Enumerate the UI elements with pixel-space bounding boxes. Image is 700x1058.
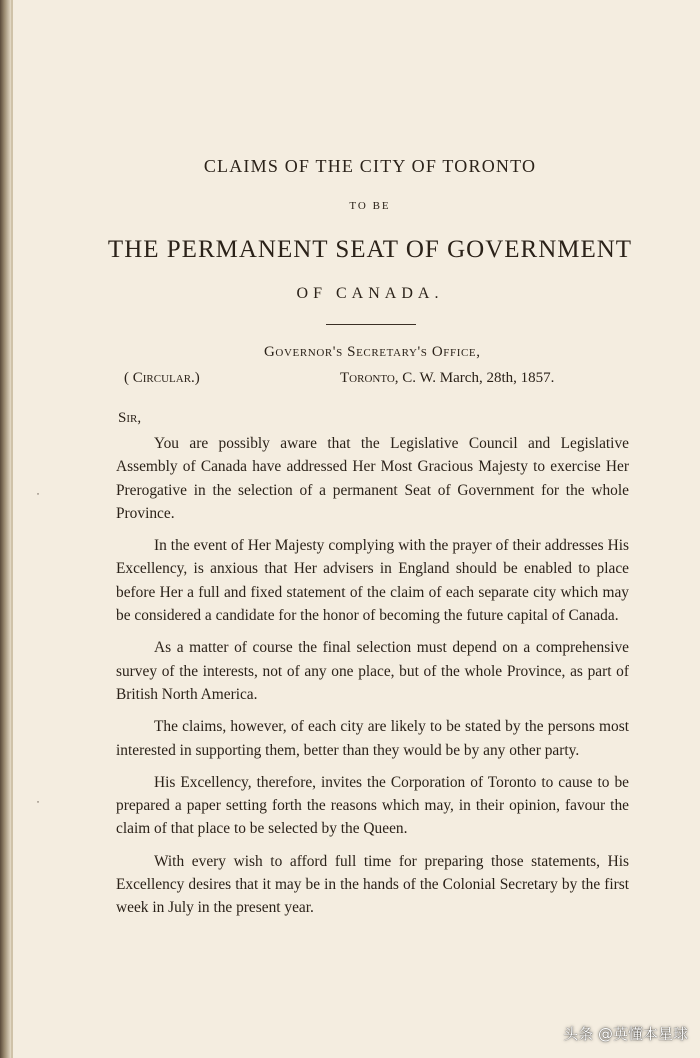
margin-speck: ˙: [36, 490, 40, 504]
paragraph: With every wish to afford full time for preparing those statements, His Excellency desires that it may be in the hands of the Colonial Secretary by the first week in July in the present year.: [116, 852, 629, 917]
dateline-place: Toronto: [340, 370, 395, 386]
paragraph: His Excellency, therefore, invites the Corporation of Toronto to cause to be prepared a paper setting forth the reasons which may, in their opinion, favour the claim of that place to be selected by the Queen.: [116, 773, 629, 838]
paragraph: In the event of Her Majesty complying with the prayer of their addresses His Excellency, is anxious that Her advisers in England should be enabled to place before Her a full and fixed statement of the claim of each separate city which may be considered a candidate for the honor of becoming the future capital of Canada.: [116, 537, 629, 625]
dateline: [340, 370, 554, 387]
circular-label: ( Circular.): [124, 370, 200, 386]
paragraph: You are possibly aware that the Legislative Council and Legislative Assembly of Canada have addressed Her Most Gracious Majesty to exercise Her Prerogative in the selection of a permanent Seat of Government for the whole Province.: [116, 435, 629, 522]
margin-speck: ˙: [36, 798, 40, 812]
paragraph: As a matter of course the final selection must depend on a comprehensive survey of the interests, not of any one place, but of the whole Province, as part of British North America.: [116, 639, 629, 703]
paragraph: The claims, however, of each city are likely to be stated by the persons most interested in supporting them, better than they would be by any other party.: [116, 718, 629, 759]
watermark-text: 头条 @英懂本星球: [563, 1025, 688, 1043]
title-line-2: TO BE: [349, 200, 391, 212]
title-line-4: OF CANADA.: [296, 285, 444, 302]
letter-body: [116, 432, 629, 929]
title-line-1: CLAIMS OF THE CITY OF TORONTO: [203, 156, 537, 176]
salutation: Sir,: [118, 410, 142, 426]
dateline-date: , C. W. March, 28th, 1857.: [394, 370, 555, 386]
title-divider: [326, 324, 416, 325]
title-line-3: THE PERMANENT SEAT OF GOVERNMENT: [107, 236, 633, 263]
office-heading: Governor's Secretary's Office,: [264, 344, 481, 360]
